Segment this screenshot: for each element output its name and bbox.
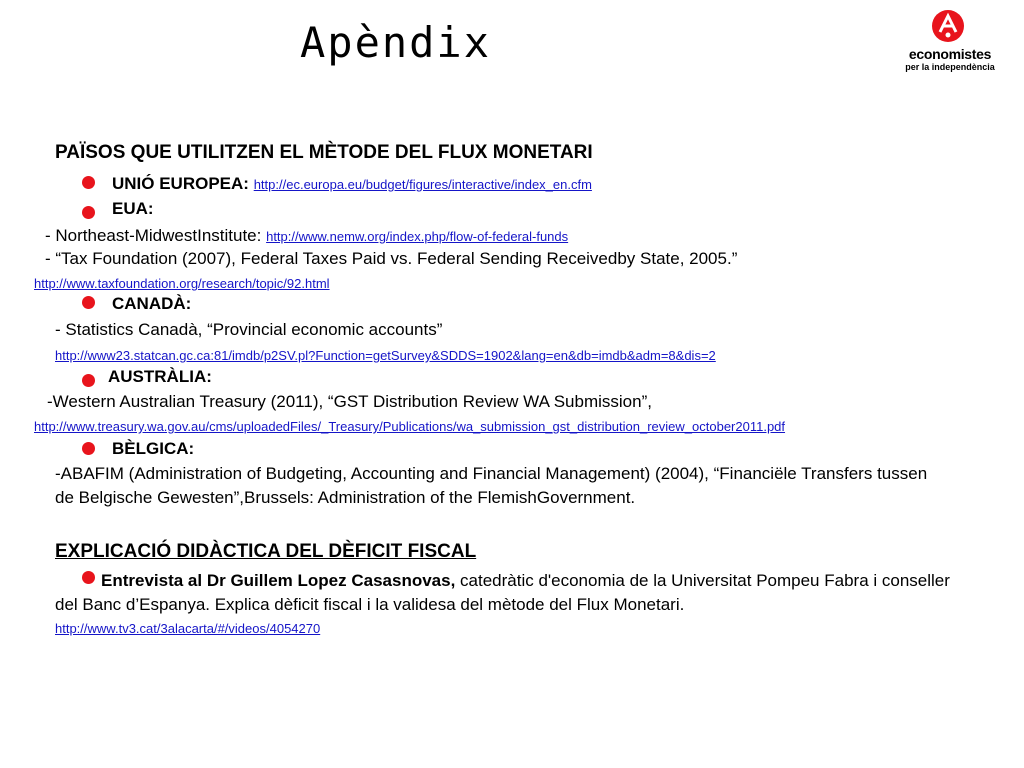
bullet-icon bbox=[82, 206, 95, 219]
text-tax-foundation: - “Tax Foundation (2007), Federal Taxes Paid vs. Federal Sending Receivedby State, 2005.” bbox=[45, 249, 738, 268]
logo-name: economistes bbox=[908, 46, 992, 62]
label-ue: UNIÓ EUROPEA: bbox=[112, 174, 249, 193]
logo-tagline: per la independència bbox=[905, 62, 995, 72]
bullet-icon bbox=[82, 442, 95, 455]
label-australia: AUSTRÀLIA: bbox=[108, 367, 212, 386]
list-item-interview bbox=[101, 571, 950, 591]
interview-text: catedràtic d'economia de la Universitat Pompeu Fabra i conseller bbox=[455, 571, 950, 590]
economistes-logo bbox=[900, 8, 1000, 72]
link-australia[interactable]: http://www.treasury.wa.gov.au/cms/uploadedFiles/_Treasury/Publications/wa_submission_gst_distribution_review_october2011.pdf bbox=[34, 419, 786, 434]
text-belgica-2: de Belgische Gewesten”,Brussels: Administration of the FlemishGovernment. bbox=[55, 488, 636, 507]
label-canada: CANADÀ: bbox=[112, 294, 192, 313]
bullet-icon bbox=[82, 176, 95, 189]
bullet-icon bbox=[82, 296, 95, 309]
economistes-logo-icon bbox=[930, 8, 966, 44]
slide-title: Apèndix bbox=[300, 18, 492, 67]
link-tv3[interactable]: http://www.tv3.cat/3alacarta/#/videos/4054270 bbox=[55, 621, 321, 636]
list-item-nemw bbox=[45, 226, 568, 246]
link-nemw[interactable]: http://www.nemw.org/index.php/flow-of-federal-funds bbox=[266, 229, 569, 244]
text-canada: - Statistics Canadà, “Provincial economic accounts” bbox=[55, 320, 443, 339]
label-eua: EUA: bbox=[112, 199, 154, 218]
label-belgica: BÈLGICA: bbox=[112, 439, 195, 458]
bullet-icon bbox=[82, 374, 95, 387]
text-belgica-1: -ABAFIM (Administration of Budgeting, Accounting and Financial Management) (2004), “Financiële Transfers tussen bbox=[55, 464, 928, 483]
section-heading-countries: PAÏSOS QUE UTILITZEN EL MÈTODE DEL FLUX MONETARI bbox=[55, 142, 593, 163]
list-item-ue bbox=[112, 174, 592, 194]
section-heading-deficit: EXPLICACIÓ DIDÀCTICA DEL DÈFICIT FISCAL bbox=[55, 541, 477, 562]
text-australia: -Western Australian Treasury (2011), “GST Distribution Review WA Submission”, bbox=[47, 392, 652, 411]
link-ue[interactable]: http://ec.europa.eu/budget/figures/interactive/index_en.cfm bbox=[253, 177, 592, 192]
interview-bold: Entrevista al Dr Guillem Lopez Casasnovas, bbox=[101, 571, 456, 590]
bullet-icon bbox=[82, 571, 95, 584]
link-canada[interactable]: http://www23.statcan.gc.ca:81/imdb/p2SV.pl?Function=getSurvey&SDDS=1902&lang=en&db=imdb&adm=8&dis=2 bbox=[55, 348, 716, 363]
text-nemw: - Northeast-MidwestInstitute: bbox=[45, 226, 262, 245]
link-tax-foundation[interactable]: http://www.taxfoundation.org/research/topic/92.html bbox=[34, 276, 330, 291]
interview-text-2: del Banc d’Espanya. Explica dèficit fiscal i la validesa del mètode del Flux Monetari. bbox=[55, 595, 685, 614]
